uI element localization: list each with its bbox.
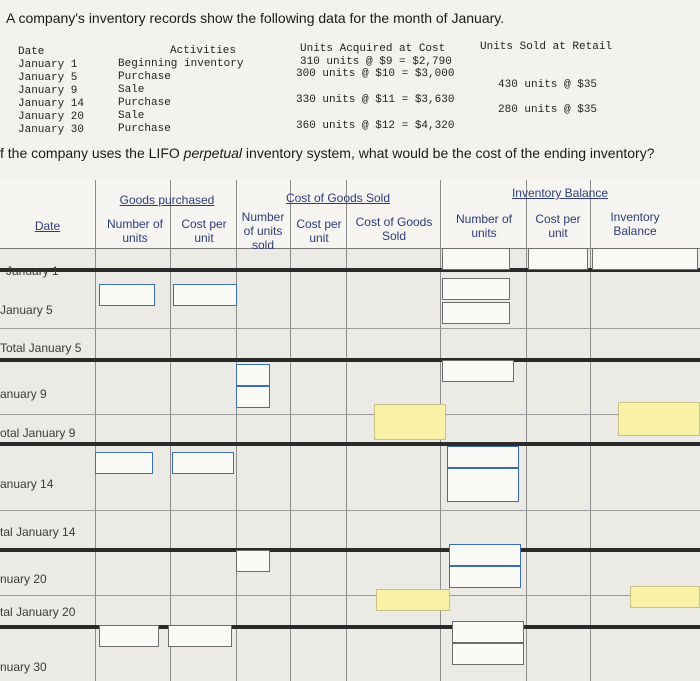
record-acquired: 330 units @ $11 = $3,630 (296, 94, 455, 106)
jan20-balance-units-input[interactable] (449, 544, 521, 566)
jan1-balance-units-input[interactable] (442, 248, 510, 270)
record-acquired: 310 units @ $9 = $2,790 (300, 56, 452, 68)
record-date: January 9 (18, 85, 78, 97)
row-label: nuary 20 (0, 572, 47, 586)
jan9-cogs-total-cell[interactable] (374, 404, 446, 440)
inventory-table (0, 180, 700, 681)
jan14-purchase-cost-input[interactable] (172, 452, 234, 474)
row-label: anuary 9 (0, 387, 47, 401)
records-header-date: Date (18, 46, 45, 58)
row-label: tal January 14 (0, 525, 76, 539)
jan20-balance-units-input-2[interactable] (449, 566, 521, 588)
record-date: January 1 (18, 59, 78, 71)
jan30-purchase-units-input[interactable] (99, 625, 159, 647)
row-label: otal January 9 (0, 426, 76, 440)
col-purchased-cost: Cost per unit (181, 217, 227, 245)
jan9-units-sold-input-2[interactable] (236, 386, 270, 408)
jan9-units-sold-input[interactable] (236, 364, 270, 386)
row-label: anuary 14 (0, 477, 54, 491)
jan30-balance-units-input-2[interactable] (452, 643, 524, 665)
row-label: Total January 5 (0, 341, 82, 355)
record-activity: Sale (118, 84, 145, 96)
row-label: January 1 (6, 264, 59, 278)
jan14-purchase-units-input[interactable] (95, 452, 153, 474)
col-cost-of-goods-sold: Cost of Goods Sold (355, 215, 433, 243)
record-activity: Beginning inventory (118, 58, 244, 70)
row-label: nuary 30 (0, 660, 47, 674)
jan9-inventory-total-cell[interactable] (618, 402, 700, 436)
col-inventory-balance: Inventory Balance (610, 210, 660, 238)
col-balance-units: Number of units (455, 212, 513, 240)
jan5-balance-units-input-2[interactable] (442, 302, 510, 324)
records-header-sold: Units Sold at Retail (480, 41, 613, 53)
record-date: January 14 (18, 98, 85, 110)
jan30-balance-units-input[interactable] (452, 621, 524, 643)
jan20-units-sold-input[interactable] (236, 550, 270, 572)
jan1-balance-total-input[interactable] (592, 248, 698, 270)
records-header-acquired: Units Acquired at Cost (300, 43, 446, 55)
col-date: Date (34, 219, 61, 233)
col-purchased-units: Number of units (106, 217, 164, 245)
question-text: A company's inventory records show the following data for the month of January. (6, 10, 505, 26)
group-inventory-balance: Inventory Balance (511, 186, 609, 200)
group-goods-purchased: Goods purchased (119, 193, 215, 207)
jan5-purchase-cost-input[interactable] (173, 284, 237, 306)
col-units-sold: Number of units sold (241, 210, 285, 252)
record-sold: 280 units @ $35 (498, 104, 598, 116)
record-activity: Purchase (118, 123, 171, 135)
jan20-cogs-total-cell[interactable] (376, 589, 450, 611)
col-balance-cost: Cost per unit (535, 212, 581, 240)
record-date: January 5 (18, 72, 78, 84)
group-cost-of-goods-sold: Cost of Goods Sold (285, 191, 391, 205)
jan20-inventory-total-cell[interactable] (630, 586, 700, 608)
jan5-balance-units-input[interactable] (442, 278, 510, 300)
record-sold: 430 units @ $35 (498, 79, 598, 91)
record-acquired: 360 units @ $12 = $4,320 (296, 120, 455, 132)
jan1-balance-cost-input[interactable] (528, 248, 588, 270)
jan14-balance-units-input[interactable] (447, 446, 519, 468)
records-header-activities: Activities (170, 45, 237, 57)
record-date: January 30 (18, 124, 85, 136)
row-label: January 5 (0, 303, 53, 317)
jan5-purchase-units-input[interactable] (99, 284, 155, 306)
record-activity: Purchase (118, 71, 171, 83)
col-sold-cost: Cost per unit (296, 217, 342, 245)
record-acquired: 300 units @ $10 = $3,000 (296, 68, 455, 80)
record-activity: Sale (118, 110, 145, 122)
record-date: January 20 (18, 111, 85, 123)
jan9-balance-units-input[interactable] (442, 360, 514, 382)
row-label: tal January 20 (0, 605, 76, 619)
jan14-balance-units-input-2[interactable] (447, 468, 519, 502)
record-activity: Purchase (118, 97, 171, 109)
lifo-prompt: f the company uses the LIFO perpetual inventory system, what would be the cost of the ending inventory? (0, 145, 655, 161)
jan30-purchase-cost-input[interactable] (168, 625, 232, 647)
